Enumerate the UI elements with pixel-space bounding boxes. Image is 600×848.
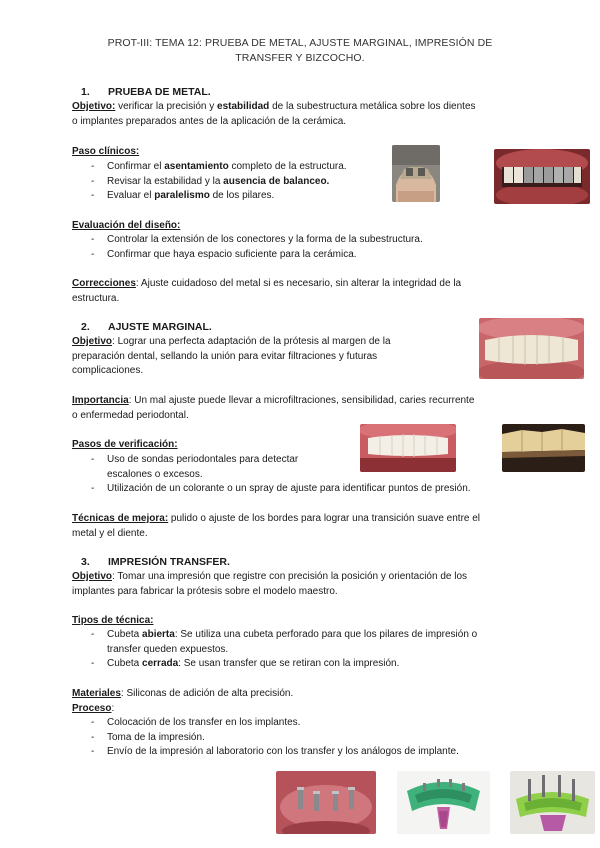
section-2-number: 2. [81,321,90,333]
s1-corr-label: Correcciones [72,278,136,289]
s1-correcciones-paragraph [72,277,461,306]
s2-pasos-label [72,438,178,453]
impression-tray-transfers-photo [510,771,595,834]
section-2-title: AJUSTE MARGINAL. [108,321,212,333]
s1-paso1-c: completo de la estructura. [228,161,347,172]
s1-paso3-c: de los pilares. [209,190,275,201]
s2-importancia-paragraph [72,394,474,423]
section-2-heading [81,321,212,333]
s3-proceso-list [91,716,459,760]
s3-obj-line-2: implantes para fabricar la prótesis sobre el modelo maestro. [72,585,338,597]
s1-paso3-b: paralelismo [154,190,210,201]
s3-tipos-list [91,628,477,672]
s1-obj-text-c: de la subestructura metálica sobre los dientes [269,101,476,112]
s1-objetivo-label: Objetivo: [72,101,116,112]
section-1-heading [81,86,211,98]
s3-objetivo-paragraph [72,570,467,599]
marginal-fit-smile-photo [479,318,584,379]
green-impression-tray-photo [397,771,490,834]
s1-obj-text-b: estabilidad [217,101,270,112]
s1-paso1-b: asentamiento [164,161,229,172]
s3-tipos-label [72,614,154,629]
section-3-heading [81,556,230,568]
s3-tipo2-b: cerrada [142,658,179,669]
s1-objetivo-paragraph [72,100,476,129]
s1-paso2-b: ausencia de balanceo. [223,175,330,187]
s3-proc-colon: : [111,702,115,714]
s1-eval-label [72,219,180,234]
list-item [91,189,347,204]
s3-tipo2-a: Cubeta [107,658,143,669]
list-item: - Confirmar que haya espacio suficiente para la cerámica. [91,248,423,263]
list-item [91,160,347,175]
section-1-title: PRUEBA DE METAL. [108,86,211,98]
s1-obj-line-2: o implantes preparados antes de la aplicación de la cerámica. [72,115,347,127]
metal-framework-model-photo [392,145,440,202]
s2-pasos1-line-1: - Uso de sondas periodontales para detectar [107,454,299,465]
s2-pasos1-line-2: escalones o excesos. [107,468,203,480]
section-1-number: 1. [81,86,90,98]
s2-imp-label: Importancia [72,395,129,406]
s3-obj-label: Objetivo [72,571,113,582]
s1-obj-text-a: verificar la precisión y [115,101,218,112]
s3-tipo1-a: Cubeta [107,629,143,640]
s3-mat-label: Materiales [72,688,121,699]
s1-corr-line-2: estructura. [72,292,120,304]
s2-obj-line-2: preparación dental, sellando la unión para evitar filtraciones y futuras [72,350,378,362]
list-item [91,175,347,190]
implant-transfers-mouth-photo [276,771,376,834]
section-3-number: 3. [81,556,90,568]
s3-tipo1-line-2: transfer queden expuestos. [107,643,229,655]
s3-tipo1-b: abierta [142,629,175,640]
s2-objetivo-paragraph [72,335,391,379]
title-line-2: TRANSFER Y BIZCOCHO. [235,52,365,64]
s3-obj-text: : Tomar una impresión que registre con precisión la posición y orientación de los [112,571,468,582]
s1-paso-label-text: Paso clínicos: [72,146,140,157]
s3-materiales-paragraph [72,687,293,716]
crown-margin-closeup-photo [502,424,585,472]
s3-tipo1-c: : Se utiliza una cubeta perforado para que los pilares de impresión o [174,629,478,640]
s2-obj-text: : Lograr una perfecta adaptación de la prótesis al margen de la [112,336,391,347]
s1-paso2-a: Revisar la estabilidad y la [107,175,224,187]
list-item: - Controlar la extensión de los conectores y la forma de la subestructura. [91,233,423,248]
list-item: - Utilización de un colorante o un spray de ajuste para identificar puntos de presión. [91,482,471,497]
section-3-title: IMPRESIÓN TRANSFER. [108,556,230,568]
s2-tec-line-2: metal y el diente. [72,527,148,539]
s2-imp-text: : Un mal ajuste puede llevar a microfiltraciones, sensibilidad, caries recurrente [128,395,475,406]
list-item: - Colocación de los transfer en los implantes. [91,716,459,731]
list-item [91,657,477,672]
s2-obj-label: Objetivo [72,336,113,347]
s3-mat-text: : Siliconas de adición de alta precisión. [120,688,294,699]
anterior-crowns-photo [360,424,456,472]
s1-corr-text: : Ajuste cuidadoso del metal si es necesario, sin alterar la integridad de la [135,278,462,289]
title-line-1: PROT-III: TEMA 12: PRUEBA DE METAL, AJUSTE MARGINAL, IMPRESIÓN DE [107,37,493,49]
s1-paso-list [91,160,347,204]
s2-tecnicas-paragraph [72,512,480,541]
s3-proc-label: Proceso [72,702,112,714]
s1-paso1-a: Confirmar el [107,161,165,172]
s2-tec-text: pulido o ajuste de los bordes para lograr una transición suave entre el [168,513,481,524]
s1-eval-list [91,233,423,262]
list-item: - Toma de la impresión. [91,731,459,746]
s2-imp-line-2: o enfermedad periodontal. [72,409,189,421]
s1-paso-label [72,145,139,160]
s2-tec-label: Técnicas de mejora: [72,513,169,524]
s3-tipo2-c: : Se usan transfer que se retiran con la impresión. [178,658,400,669]
s2-pasos-label-text: Pasos de verificación: [72,439,178,450]
list-item [91,628,477,657]
s1-eval-label-text: Evaluación del diseño: [72,220,181,231]
metal-tryin-mouth-photo [494,149,590,204]
s1-paso3-a: Evaluar el [107,190,155,201]
document-title [60,36,540,66]
s3-tipos-label-text: Tipos de técnica: [72,615,154,626]
s2-obj-line-3: complicaciones. [72,365,144,376]
list-item: - Envío de la impresión al laboratorio con los transfer y los análogos de implante. [91,745,459,760]
